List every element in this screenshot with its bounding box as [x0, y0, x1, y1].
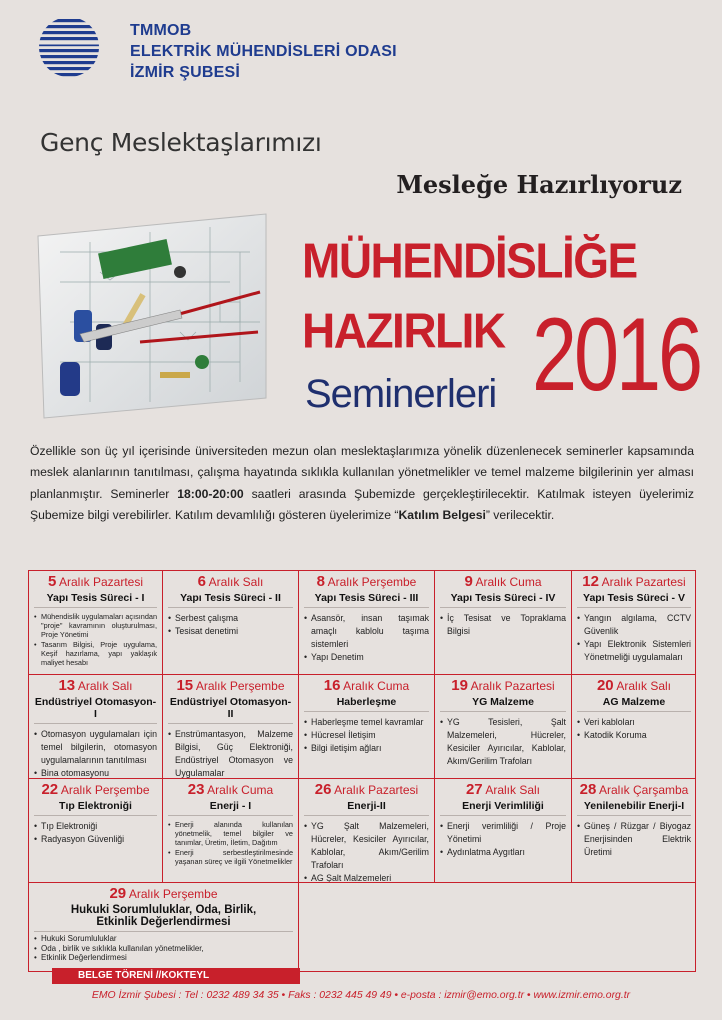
session-topic: Endüstriyel Otomasyon-II: [168, 696, 293, 724]
list-item: • Enerji alanında kullanılan yönetmelik, temel bilgiler ve tanımlar, Üretim, İletim, Dağıtım: [168, 820, 293, 848]
session-date: 19 Aralık Pazartesi: [451, 677, 555, 694]
org-line-1: TMMOB: [130, 22, 192, 39]
session-items: [34, 820, 157, 846]
session-items: [168, 728, 293, 779]
session-topic: Yapı Tesis Süreci - V: [577, 592, 691, 608]
session-date: 23 Aralık Cuma: [187, 781, 274, 798]
session-day: 13: [58, 677, 76, 694]
seminer-schedule: [28, 570, 696, 972]
intro-text-b: saatleri arasında Şubemizde gerçekleştirilecektir. Katılmak isteyen üyelerimiz Şubemize bilgi verebilirler. Katılım devamlılığı gösteren üyelerimize “: [30, 486, 694, 523]
session-date: 20 Aralık Salı: [596, 677, 672, 694]
list-item: • Yapı Denetim: [304, 651, 429, 664]
session-items: [304, 716, 429, 755]
list-item: • Oda , birlik ve sıklıkla kullanılan yönetmelikler,: [34, 944, 293, 954]
list-item: • Etkinlik Değerlendirmesi: [34, 953, 293, 963]
session-topic: Yenilenebilir Enerji-I: [577, 800, 691, 816]
list-item: • Tesisat denetimi: [168, 625, 293, 638]
list-item: • Hukuki Sorumluluklar: [34, 934, 293, 944]
emo-logo-icon: [28, 16, 110, 78]
list-item: • Katodik Koruma: [577, 729, 691, 742]
list-item: • YG Tesisleri, Şalt Malzemeleri, Hücreler, Kesiciler Ayırıcılar, Kablolar, Akım/Gerilim Trafoları: [440, 716, 566, 768]
session-day: 5: [47, 573, 57, 590]
session-topic: Endüstriyel Otomasyon-I: [34, 696, 157, 724]
list-item: • Bilgi iletişim ağları: [304, 742, 429, 755]
list-item: • Aydınlatma Aygıtları: [440, 846, 566, 859]
session-day: 15: [176, 677, 194, 694]
list-item: • Mühendislik uygulamaları açısından "proje" kavramının oluşturulması, Proje Yönetimi: [34, 612, 157, 640]
session-day: 27: [465, 781, 483, 798]
session-day: 26: [314, 781, 332, 798]
session-items: [34, 612, 157, 667]
session-topic: Enerji - I: [168, 800, 293, 816]
org-line-3: İZMİR ŞUBESİ: [130, 64, 240, 81]
list-item: • Radyasyon Güvenliği: [34, 833, 157, 846]
ceremony-badge: BELGE TÖRENİ //KOKTEYL: [52, 968, 300, 984]
session-day: 28: [579, 781, 597, 798]
organization-name: [130, 20, 397, 83]
session-date: 28 Aralık Çarşamba: [579, 781, 689, 798]
session-day: 19: [451, 677, 468, 694]
session-day: 23: [187, 781, 205, 798]
schedule-cell: [163, 675, 299, 779]
schedule-cell: [299, 571, 435, 675]
list-item: • Güneş / Rüzgar / Biyogaz Enerjisinden Elektrik Üretimi: [577, 820, 691, 859]
session-topic: Yapı Tesis Süreci - IV: [440, 592, 566, 608]
session-items: [34, 934, 293, 963]
schedule-cell: [299, 779, 435, 883]
session-items: [304, 612, 429, 664]
session-date: 22 Aralık Perşembe: [41, 781, 150, 798]
session-date: 5 Aralık Pazartesi: [47, 573, 144, 590]
subtitle-line-1: Genç Meslektaşlarımızı: [40, 128, 322, 157]
session-items: [440, 612, 566, 638]
subtitle-line-2: Mesleğe Hazırlıyoruz: [396, 170, 682, 199]
session-day: 20: [596, 677, 614, 694]
intro-paragraph: [30, 441, 694, 527]
session-date: 8 Aralık Perşembe: [316, 573, 417, 590]
schedule-cell: [435, 571, 572, 675]
session-date: 26 Aralık Pazartesi: [314, 781, 419, 798]
session-day: 29: [109, 885, 127, 902]
list-item: • AG Şalt Malzemeleri: [304, 872, 429, 883]
list-item: • YG Şalt Malzemeleri, Hücreler, Kesiciler Ayırıcılar, Kablolar, Akım/Gerilim Trafoları: [304, 820, 429, 872]
session-items: [440, 820, 566, 859]
schedule-cell: [29, 675, 163, 779]
list-item: • Haberleşme temel kavramlar: [304, 716, 429, 729]
schedule-cell: [572, 675, 696, 779]
session-items: [34, 728, 157, 779]
session-topic: AG Malzeme: [577, 696, 691, 712]
main-title-line-3: Seminerleri: [305, 372, 497, 416]
intro-time: 18:00-20:00: [177, 486, 244, 501]
session-day: 8: [316, 573, 325, 590]
list-item: • Enerji serbestleştirilmesinde yaşanan süreç ve ilgili Yönetmelikler: [168, 848, 293, 866]
list-item: • Yangın algılama, CCTV Güvenlik: [577, 612, 691, 638]
schedule-cell: [435, 779, 572, 883]
list-item: • Tasarım Bilgisi, Proje uygulama, Keşif hazırlama, yapı yaklaşık maliyet hesabı: [34, 640, 157, 668]
intro-text-a: Özellikle son üç yıl içerisinde üniversiteden mezun olan meslektaşlarımıza yönelik düzenlenecek seminerler kapsamında meslek alanlarının tanıtılması, çalışma hayatında sıklıkla kullanılan yönetmelikler ve temel malzeme bilgilerinin yer alması planlanmıştır. Seminerler: [30, 444, 694, 501]
org-line-2: ELEKTRİK MÜHENDİSLERİ ODASI: [130, 43, 397, 60]
schedule-cell: [572, 571, 696, 675]
schedule-cell: [163, 779, 299, 883]
schedule-cell: [29, 883, 299, 972]
session-day: 6: [197, 573, 206, 590]
list-item: • Hücresel İletişim: [304, 729, 429, 742]
session-date: 29 Aralık Perşembe: [109, 885, 218, 902]
session-day: 12: [582, 573, 599, 590]
session-date: 12 Aralık Pazartesi: [582, 573, 686, 590]
main-title-line-1: MÜHENDİSLİĞE: [302, 233, 637, 289]
session-topic: Haberleşme: [304, 696, 429, 712]
schedule-cell: [299, 675, 435, 779]
session-topic: Enerji Verimliliği: [440, 800, 566, 816]
session-topic: Yapı Tesis Süreci - III: [304, 592, 429, 608]
session-items: [577, 820, 691, 859]
list-item: • Yapı Elektronik Sistemleri Yönetmeliği uygulamaları: [577, 638, 691, 664]
session-date: 15 Aralık Perşembe: [176, 677, 285, 694]
session-topic: Yapı Tesis Süreci - II: [168, 592, 293, 608]
session-topic: Hukuki Sorumluluklar, Oda, Birlik, Etkinlik Değerlendirmesi: [34, 904, 293, 932]
schedule-cell: [29, 779, 163, 883]
list-item: • Tıp Elektroniği: [34, 820, 157, 833]
session-topic: Yapı Tesis Süreci - I: [34, 592, 157, 608]
session-day: 9: [464, 573, 473, 590]
session-topic: Tıp Elektroniği: [34, 800, 157, 816]
circuit-photo: [30, 212, 270, 420]
session-topic: Enerji-II: [304, 800, 429, 816]
session-date: 6 Aralık Salı: [197, 573, 264, 590]
schedule-cell: [29, 571, 163, 675]
session-date: 13 Aralık Salı: [58, 677, 133, 694]
list-item: • Enerji verimliliği / Proje Yönetimi: [440, 820, 566, 846]
session-items: [304, 820, 429, 883]
intro-text-c: ” verilecektir.: [485, 508, 555, 523]
contact-footer: EMO İzmir Şubesi : Tel : 0232 489 34 35 • Faks : 0232 445 49 49 • e-posta : izmir@emo.org.tr • www.izmir.emo.org.tr: [91, 990, 631, 1001]
session-items: [168, 820, 293, 866]
session-date: 16 Aralık Cuma: [323, 677, 410, 694]
event-year: 2016: [532, 297, 700, 413]
session-day: 22: [41, 781, 59, 798]
session-items: [440, 716, 566, 768]
list-item: • Veri kabloları: [577, 716, 691, 729]
session-date: 27 Aralık Salı: [465, 781, 541, 798]
list-item: • Enstrümantasyon, Malzeme Bilgisi, Güç Elektroniği, Endüstriyel Otomasyon ve Uygulamalar: [168, 728, 293, 779]
list-item: • Otomasyon uygulamaları için temel bilgilerin, otomasyon uygulamalarının tanıtılması: [34, 728, 157, 767]
session-day: 16: [323, 677, 341, 694]
schedule-cell: [435, 675, 572, 779]
list-item: • Bina otomasyonu: [34, 767, 157, 779]
list-item: • Asansör, insan taşımak amaçlı kablolu taşıma sistemleri: [304, 612, 429, 651]
session-items: [577, 716, 691, 742]
session-items: [168, 612, 293, 638]
schedule-cell: [163, 571, 299, 675]
intro-certificate: Katılım Belgesi: [398, 508, 486, 523]
list-item: • Serbest çalışma: [168, 612, 293, 625]
list-item: • İç Tesisat ve Topraklama Bilgisi: [440, 612, 566, 638]
schedule-cell: [572, 779, 696, 883]
session-date: 9 Aralık Cuma: [464, 573, 542, 590]
session-topic: YG Malzeme: [440, 696, 566, 712]
session-items: [577, 612, 691, 664]
main-title-line-2: HAZIRLIK: [302, 303, 505, 359]
